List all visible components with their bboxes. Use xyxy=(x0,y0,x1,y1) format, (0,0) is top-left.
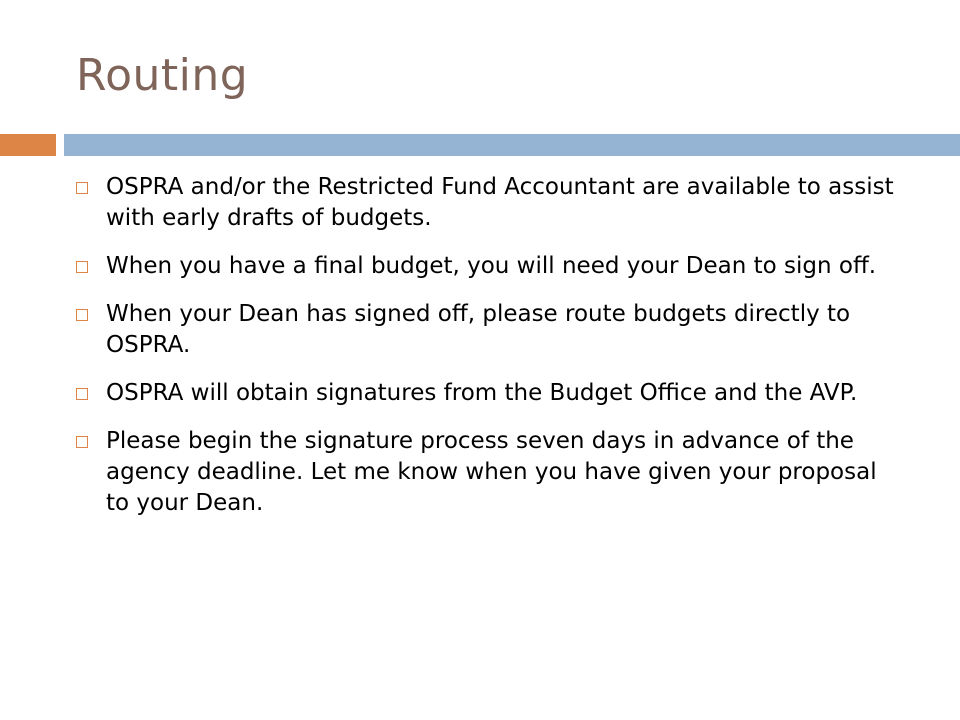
bullet-item xyxy=(76,299,896,361)
bullet-item xyxy=(76,426,896,519)
bullet-item xyxy=(76,172,896,234)
bullet-list xyxy=(76,172,896,536)
hollow-square-icon xyxy=(76,261,88,273)
hollow-square-icon xyxy=(76,309,88,321)
hollow-square-icon xyxy=(76,436,88,448)
slide-title: Routing xyxy=(76,50,249,101)
bullet-item xyxy=(76,251,896,282)
hollow-square-icon xyxy=(76,388,88,400)
bullet-item xyxy=(76,378,896,409)
title-underline-bar xyxy=(64,134,960,156)
bullet-text: Please begin the signature process seven days in advance of the agency deadline. Let me know when you have given your proposal to your Dean. xyxy=(106,428,877,516)
hollow-square-icon xyxy=(76,182,88,194)
title-accent-bar xyxy=(0,134,56,156)
bullet-text: When your Dean has signed off, please route budgets directly to OSPRA. xyxy=(106,301,851,358)
bullet-text: OSPRA will obtain signatures from the Budget Office and the AVP. xyxy=(106,380,858,406)
bullet-text: OSPRA and/or the Restricted Fund Accountant are available to assist with early drafts of budgets. xyxy=(106,174,894,231)
bullet-text: When you have a final budget, you will need your Dean to sign off. xyxy=(106,253,877,279)
